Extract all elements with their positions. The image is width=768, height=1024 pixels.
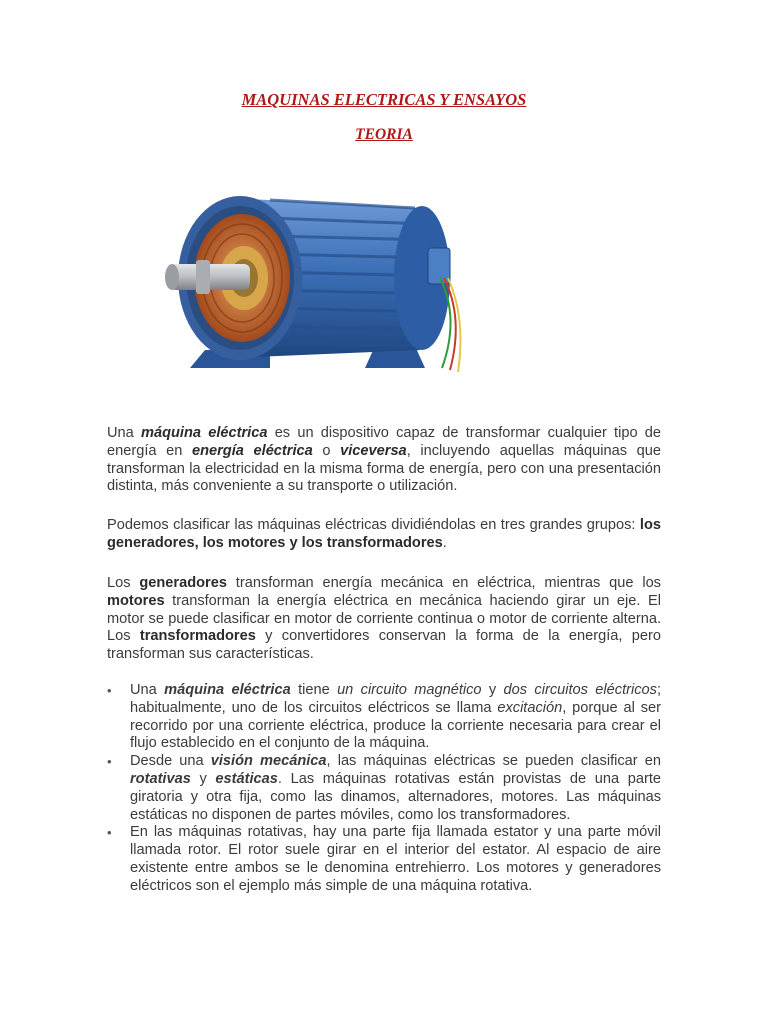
term-motores: motores	[107, 592, 165, 609]
term-circuitos-electricos: dos circuitos eléctricos	[503, 682, 657, 698]
text-run: transforman la energía eléctrica en mecánica haciendo girar un eje. El motor se puede clasificar en motor de corriente continua o motor de corriente alterna. Los	[107, 592, 661, 645]
text-run: transforman energía mecánica en eléctrica, mientras que los	[226, 575, 661, 591]
text-run: Desde una	[130, 753, 211, 770]
text-run: , porque al ser recorrido por una corriente eléctrica, produce la corriente necesaria para crear el flujo establecido en el conjunto de la máquina.	[130, 699, 661, 752]
term-three-groups: los generadores, los motores y los transformadores	[107, 517, 661, 551]
motor-drawing	[160, 178, 480, 403]
term-estaticas: estáticas	[215, 770, 278, 787]
term-viceversa: viceversa	[340, 442, 407, 459]
text-run: o	[312, 442, 341, 459]
document-subtitle: TEORIA	[355, 126, 413, 143]
term-generadores: generadores	[139, 575, 227, 591]
text-run: Podemos clasificar las máquinas eléctricas dividiéndolas en tres grandes grupos:	[107, 517, 640, 533]
text-run: .	[442, 534, 447, 551]
list-item	[107, 824, 661, 895]
bullet-list	[107, 682, 661, 896]
term-rotativas: rotativas	[130, 770, 191, 787]
generators-motors-paragraph	[107, 575, 661, 664]
term-maquina-electrica: máquina eléctrica	[164, 682, 291, 698]
term-excitacion: excitación	[497, 699, 563, 716]
term-circuito-magnetico: un circuito magnético	[337, 682, 482, 698]
text-run: es un dispositivo capaz de transformar cualquier tipo de energía en	[107, 425, 662, 459]
terminal-box	[428, 248, 450, 284]
text-run: y	[481, 682, 504, 698]
term-energia-electrica: energía eléctrica	[191, 442, 313, 459]
list-item	[107, 753, 661, 824]
text-run: En las máquinas rotativas, hay una parte fija llamada estator y una parte móvil llamada rotor. El rotor suele girar en el interior del estator. Al espacio de aire existente entre ambos se le denomina entrehierro. Los motores y generadores eléctricos son el ejemplo más simple de una máquina rotativa.	[130, 824, 661, 894]
text-run: . Las máquinas rotativas están provistas de una parte giratoria y otra fija, como las dinamos, alternadores, motores. Las máquinas estáticas no disponen de partes móviles, como los transformadores.	[130, 770, 661, 823]
text-run: Los	[107, 575, 140, 591]
text-run: y	[190, 770, 216, 787]
text-run: , las máquinas eléctricas se pueden clasificar en	[326, 753, 661, 770]
classification-paragraph	[107, 517, 661, 553]
electric-motor-illustration	[160, 178, 480, 403]
document-title: MAQUINAS ELECTRICAS Y ENSAYOS	[241, 90, 527, 109]
text-run: , incluyendo aquellas máquinas que transforman la electricidad en la misma forma de energía, pero con una presentación distinta, más conveniente a su transporte o utilización.	[107, 442, 661, 495]
text-run: Una	[107, 425, 141, 441]
list-item	[107, 682, 661, 753]
term-transformadores: transformadores	[139, 628, 256, 645]
intro-paragraph	[107, 425, 661, 496]
text-run: ; habitualmente, uno de los circuitos eléctricos se llama	[130, 682, 661, 716]
text-run: Una	[130, 682, 165, 698]
term-vision-mecanica: visión mecánica	[210, 753, 327, 770]
text-run: tiene	[290, 682, 338, 698]
text-run: y convertidores conservan la forma de la energía, pero transforman sus características.	[107, 628, 661, 663]
term-maquina-electrica: máquina eléctrica	[141, 425, 268, 441]
